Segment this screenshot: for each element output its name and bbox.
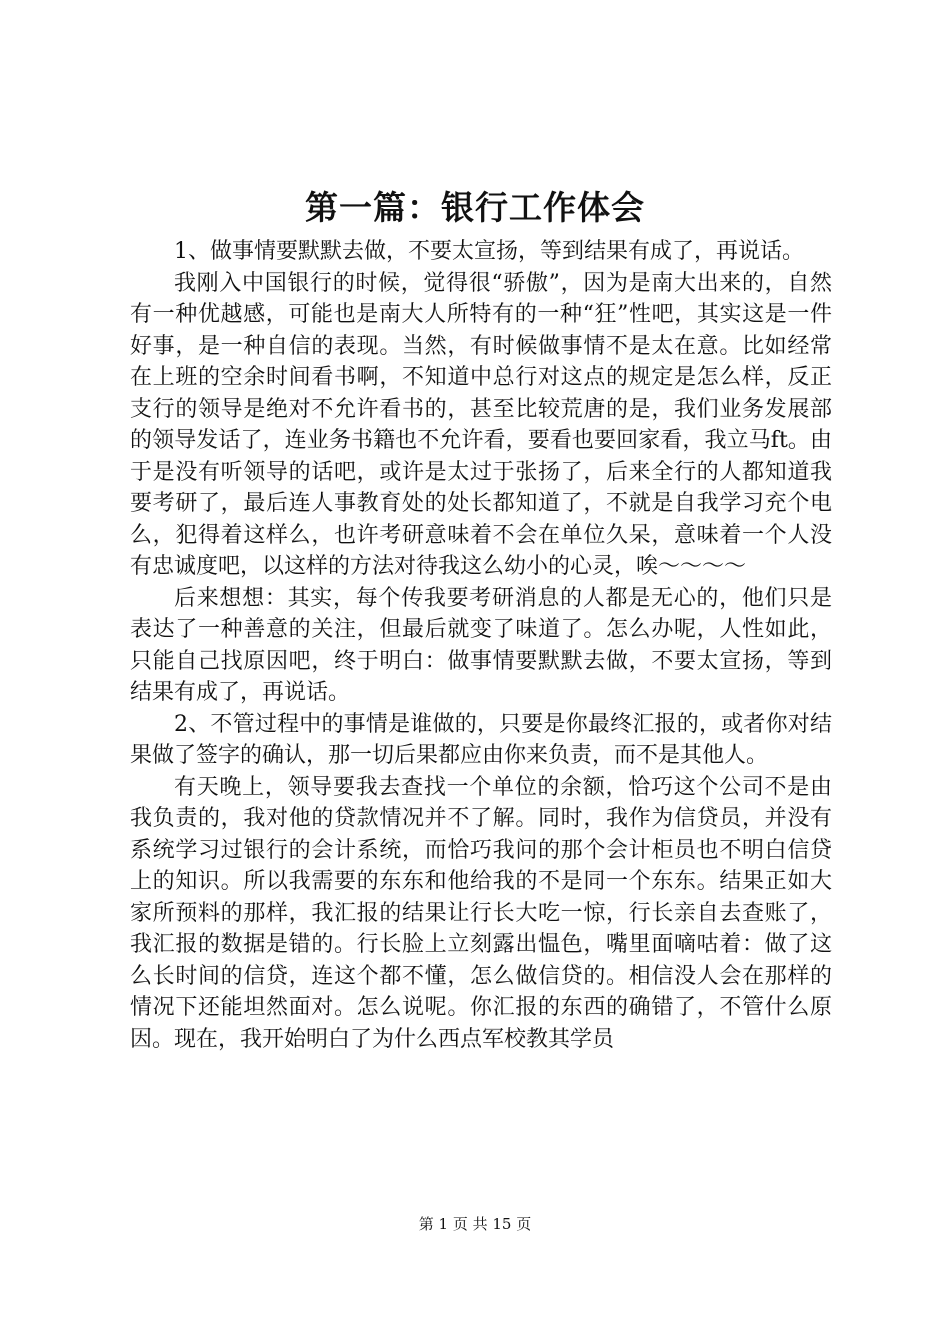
document-body bbox=[130, 236, 832, 1055]
document-title: 第一篇：银行工作体会 bbox=[305, 188, 645, 227]
paragraph-5: 有天晚上，领导要我去查找一个单位的余额，恰巧这个公司不是由我负责的，我对他的贷款情况并不了解。同时，我作为信贷员，并没有系统学习过银行的会计系统，而恰巧我问的那个会计柜员也不明白信贷上的知识。所以我需要的东东和他给我的不是同一个东东。结果正如大家所预料的那样，我汇报的结果让行长大吃一惊，行长亲自去查账了，我汇报的数据是错的。行长脸上立刻露出愠色，嘴里面嘀咕着：做了这么长时间的信贷，连这个都不懂，怎么做信贷的。相信没人会在那样的情况下还能坦然面对。怎么说呢。你汇报的东西的确错了，不管什么原因。现在，我开始明白了为什么西点军校教其学员 bbox=[130, 774, 832, 1052]
paragraph-2: 我刚入中国银行的时候，觉得很“骄傲”，因为是南大出来的，自然有一种优越感，可能也是南大人所特有的一种“狂”性吧，其实这是一件好事，是一种自信的表现。当然，有时候做事情不是太在意。比如经常在上班的空余时间看书啊，不知道中总行对这点的规定是怎么样，反正支行的领导是绝对不允许看书的，甚至比较荒唐的是，我们业务发展部的领导发话了，连业务书籍也不允许看，要看也要回家看，我立马ft。由于是没有听领导的话吧，或许是太过于张扬了，后来全行的人都知道我要考研了，最后连人事教育处的处长都知道了，不就是自我学习充个电么，犯得着这样么，也许考研意味着不会在单位久呆，意味着一个人没有忠诚度吧，以这样的方法对待我这么幼小的心灵，唉～～～～ bbox=[130, 270, 832, 579]
paragraph-3: 后来想想：其实，每个传我要考研消息的人都是无心的，他们只是表达了一种善意的关注，但最后就变了味道了。怎么办呢，人性如此，只能自己找原因吧，终于明白：做事情要默默去做，不要太宣扬，等到结果有成了，再说话。 bbox=[130, 585, 832, 705]
paragraph-1: 1、做事情要默默去做，不要太宣扬，等到结果有成了，再说话。 bbox=[174, 239, 804, 264]
paragraph-4: 2、不管过程中的事情是谁做的，只要是你最终汇报的，或者你对结果做了签字的确认，那一切后果都应由你来负责，而不是其他人。 bbox=[130, 711, 832, 768]
page-footer: 第 1 页 共 15 页 bbox=[418, 1215, 532, 1233]
